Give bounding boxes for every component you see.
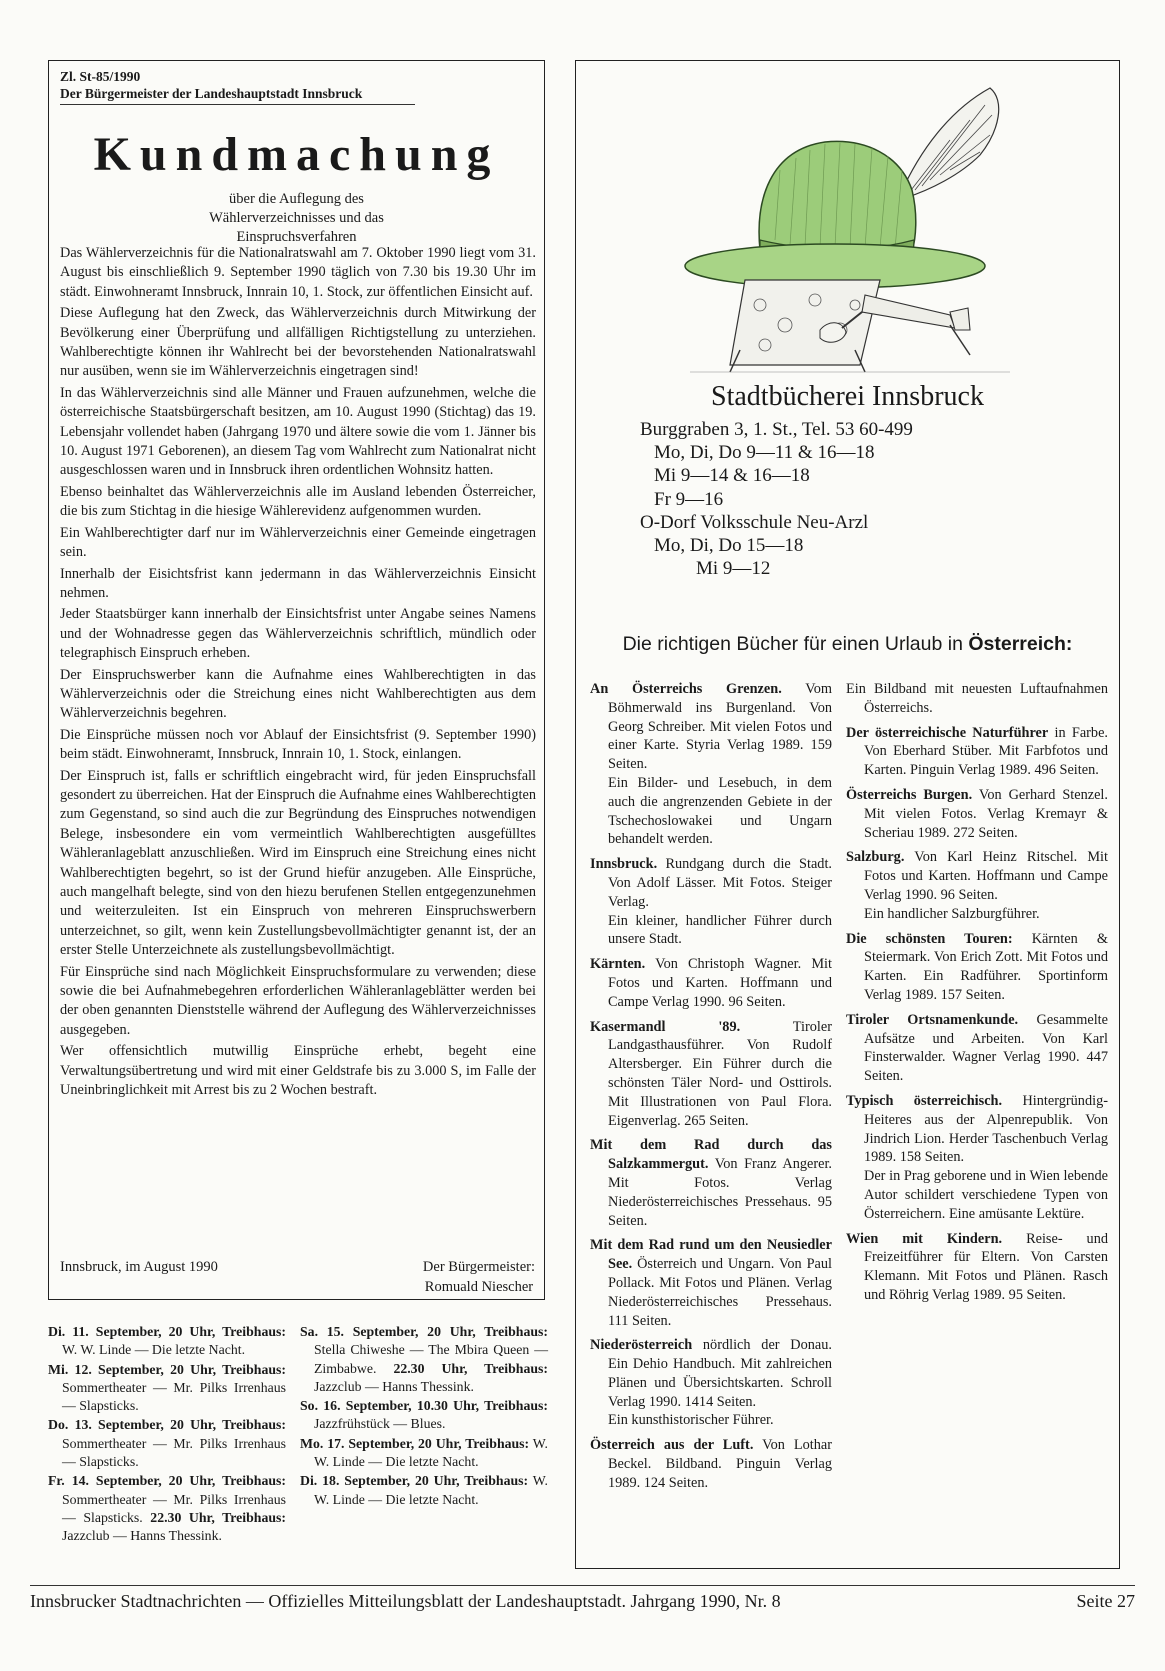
event-item: [48, 1472, 286, 1545]
book-description: Von Christoph Wagner. Mit Fotos und Karten. Hoffmann und Campe Verlag 1990. 96 Seiten.: [608, 956, 832, 1010]
notice-paragraph: Innerhalb der Eisichtsfrist kann jedermann in das Wählerverzeichnis Einsicht nehmen.: [60, 565, 536, 601]
book-title: Österreichs Burgen.: [846, 786, 973, 803]
book-title: Innsbruck.: [590, 856, 658, 873]
notice-ref-number: Zl. St-85/1990: [60, 69, 141, 84]
event-what: Jazzclub — Hanns Thessink.: [314, 1378, 474, 1394]
event-when: Do. 13. September, 20 Uhr, Treibhaus:: [48, 1417, 286, 1433]
book-title: Salzburg.: [846, 849, 905, 866]
event-item: [300, 1435, 548, 1472]
book-entry: [846, 680, 1108, 718]
book-entry: [590, 1136, 832, 1230]
books-heading-bold: Österreich:: [968, 633, 1073, 655]
book-note: Ein handlicher Salzburgführer.: [864, 905, 1040, 922]
notice-header: [60, 68, 362, 102]
books-heading: [575, 632, 1120, 656]
event-when: Sa. 15. September, 20 Uhr, Treibhaus:: [300, 1324, 548, 1339]
library-hours-line: Fr 9—16: [654, 488, 724, 510]
library-hours-line: Mo, Di, Do 9—11 & 16—18: [654, 442, 875, 464]
book-title: Kasermandl '89.: [590, 1018, 741, 1035]
books-column-right: [846, 680, 1108, 1311]
notice-paragraph: Jeder Staatsbürger kann innerhalb der Einsichtsfrist unter Angabe seines Namens und der Wohnadresse gegen das Wählerverzeichnis schriftlich, mündlich oder telegraphisch Einspruch erheben.: [60, 606, 536, 662]
notice-issuer: Der Bürgermeister der Landeshauptstadt Innsbruck: [60, 86, 363, 101]
signer-name: Romuald Niescher: [424, 1279, 534, 1295]
book-description: Von Franz Angerer. Mit Fotos. Verlag Niederösterreichisches Pressehaus. 95 Seiten.: [608, 1156, 832, 1229]
event-what: Jazzfrühstück — Blues.: [314, 1416, 446, 1432]
event-when: Di. 11. September, 20 Uhr, Treibhaus:: [48, 1324, 286, 1339]
book-title: Mit dem Rad durch das Salzkammergut.: [590, 1137, 832, 1173]
event-when: Mi. 12. September, 20 Uhr, Treibhaus:: [48, 1361, 286, 1377]
event-item: [48, 1416, 286, 1471]
book-description: Hintergründig-Heiteres aus der Alpenrepublik. Von Jindrich Lion. Herder Taschenbuch Verlag 1989. 158 Seiten.: [864, 1092, 1108, 1166]
books-column-left: [590, 680, 832, 1499]
event-when: Di. 18. September, 20 Uhr, Treibhaus:: [300, 1473, 529, 1489]
book-description: Tiroler Landgasthausführer. Von Rudolf Altersberger. Ein Führer durch die schönsten Täler Nord- und Osttirols. Mit Illustrationen von Paul Flora. Eigenverlag. 265 Seiten.: [608, 1018, 832, 1129]
notice-paragraph: Ebenso beinhaltet das Wählerverzeichnis alle im Ausland lebenden Österreicher, die bis zum Stichtag in die hiesige Wählerevidenz aufgenommen wurden.: [60, 483, 536, 520]
book-title: Mit dem Rad rund um den Neusiedler See.: [590, 1237, 832, 1273]
book-entry: [590, 680, 832, 849]
book-title: Tiroler Ortsnamenkunde.: [846, 1011, 1019, 1028]
feather-icon: [900, 88, 999, 198]
footer-rule: [30, 1585, 1135, 1586]
event-item: [48, 1361, 286, 1416]
library-hours: [640, 418, 913, 580]
event-what: Stella Chiweshe — The Mbira Queen — Zimbabwe.: [314, 1342, 548, 1376]
book-title: Typisch österreichisch.: [846, 1092, 1003, 1109]
book-description: Reise- und Freizeitführer für Eltern. Von Carsten Klemann. Mit Fotos und Plänen. Rasch und Röhrig Verlag 1989. 95 Seiten.: [864, 1230, 1108, 1303]
footer-publication: Innsbrucker Stadtnachrichten — Offizielles Mitteilungsblatt der Landeshauptstadt. Jahrgang 1990, Nr. 8: [30, 1591, 781, 1611]
book-description: Von Lothar Beckel. Bildband. Pinguin Verlag 1989. 124 Seiten.: [608, 1437, 832, 1491]
book-entry: [590, 855, 832, 949]
book-description: Gesammelte Aufsätze und Arbeiten. Von Karl Finsterwalder. Wagner Verlag 1990. 447 Seiten.: [864, 1011, 1108, 1085]
event-item: [300, 1397, 548, 1434]
event-when: 22.30 Uhr, Treibhaus:: [393, 1360, 549, 1376]
notice-paragraph: Diese Auflegung hat den Zweck, das Wählerverzeichnis durch Mitwirkung der Bevölkerung einer Überprüfung und allfälligen Richtigstellung zu unterziehen. Wahlberechtigte können ihr Wahlrecht bei der bevorstehenden Nationalratswahl nur ausüben, wenn sie im Wählerverzeichnis eingetragen sind!: [60, 305, 536, 380]
event-when: So. 16. September, 10.30 Uhr, Treibhaus:: [300, 1398, 548, 1414]
book-entry: [846, 1230, 1108, 1305]
notice-subtitle: [48, 190, 545, 247]
book-title: Wien mit Kindern.: [846, 1230, 1003, 1247]
book-entry: [590, 1236, 832, 1330]
book-entry: [590, 1436, 832, 1492]
book-entry: [846, 930, 1108, 1005]
event-what: Jazzclub — Hanns Thessink.: [62, 1528, 222, 1544]
event-what: Sommertheater — Mr. Pilks Irrenhaus — Slapsticks.: [62, 1491, 286, 1525]
notice-body: [60, 244, 536, 1102]
event-item: [48, 1323, 286, 1360]
book-note: Ein kleiner, handlicher Führer durch unsere Stadt.: [608, 912, 832, 948]
book-description: Kärnten & Steiermark. Von Erich Zott. Mit Fotos und Karten. Ein Radführer. Sportinform Verlag 1989. 157 Seiten.: [864, 930, 1108, 1003]
signer-title: Der Bürgermeister:: [422, 1259, 535, 1275]
notice-signature: [423, 1257, 535, 1297]
book-title: Der österreichische Naturführer: [846, 724, 1049, 741]
footer-page-number: Seite 27: [1076, 1591, 1135, 1611]
event-item: [300, 1472, 548, 1509]
library-hours-line: Mi 9—14 & 16—18: [654, 465, 810, 487]
book-description: in Farbe. Von Eberhard Stüber. Mit Farbfotos und Karten. Pinguin Verlag 1989. 496 Seiten.: [864, 724, 1109, 779]
event-when: Fr. 14. September, 20 Uhr, Treibhaus:: [48, 1473, 286, 1489]
book-title: Die schönsten Touren:: [846, 930, 1013, 947]
notice-title: Kundmachung: [93, 128, 500, 181]
book-entry: [590, 1018, 832, 1131]
book-entry: [590, 1336, 832, 1430]
book-title: Kärnten.: [590, 956, 646, 973]
events-column-right: [300, 1323, 548, 1510]
book-description: Ein Bildband mit neuesten Luftaufnahmen Österreichs.: [846, 681, 1108, 716]
notice-paragraph: Der Einspruch ist, falls er schriftlich eingebracht wird, für jeden Einspruchsfall gesondert zu überreichen. Hat der Einspruch die Aufnahme eines Wahlberechtigten zum Gegenstand, so sind auch die zur Begründung des Einspruches notwendigen Belege, insbesondere ein vom vermeintlich Wahlberechtigten ausgefülltes Wähleranlageblatt anzuschließen. Wird im Einspruch eine Streichung eines nicht Wahlberechtigten begehrt, so ist der Grund hiefür anzugeben. Alle Einsprüche, auch mangelhaft belegte, sind von den hiezu berufenen Stellen entgegenzunehmen und weiterzuleiten. Ist ein Einspruch von mehreren Einspruchswerbern unterzeichnet, so gilt, wenn kein Zustellungsbevollmächtigter genannt ist, der an erster Stelle Unterzeichnete als zustellungsbevollmächtigt.: [60, 767, 536, 959]
library-hours-line: Mi 9—12: [696, 558, 771, 580]
library-hours-line: Burggraben 3, 1. St., Tel. 53 60-499: [640, 419, 913, 440]
event-what: W. W. Linde — Die letzte Nacht.: [314, 1473, 549, 1507]
events-column-left: [48, 1323, 286, 1547]
book-title: An Österreichs Grenzen.: [590, 681, 782, 697]
hat-illustration: [650, 80, 1050, 375]
event-what: Sommertheater — Mr. Pilks Irrenhaus — Slapsticks.: [62, 1379, 286, 1414]
notice-paragraph: Die Einsprüche müssen noch vor Ablauf der Einsichtsfrist (9. September 1990) beim städt. Einwohneramt, Innsbruck, Innrain 10, 1. Stock, einlangen.: [60, 726, 536, 763]
event-what: W. W. Linde — Die letzte Nacht.: [62, 1342, 246, 1358]
book-description: Rundgang durch die Stadt. Von Adolf Lässer. Mit Fotos. Steiger Verlag.: [608, 856, 833, 910]
notice-paragraph: In das Wählerverzeichnis sind alle Männer und Frauen aufzunehmen, welche die österreichische Staatsbürgerschaft besitzen, am 10. August 1990 (Stichtag) das 19. Lebensjahr vollendet haben (Jahrgang 1970 und ältere sowie die vom 1. Jänner bis 10. August 1971 Geborenen), an diesem Tag vom Wahlrecht zum Nationalrat nicht ausgeschlossen waren und in Innsbruck ihren ordentlichen Wohnsitz hatten.: [60, 384, 536, 479]
notice-header-rule: [60, 104, 415, 105]
book-entry: [846, 786, 1108, 842]
event-when: 22.30 Uhr, Treibhaus:: [150, 1509, 287, 1525]
book-description: Von Karl Heinz Ritschel. Mit Fotos und Karten. Hoffmann und Campe Verlag 1990. 96 Seiten.: [864, 849, 1108, 903]
book-description: nördlich der Donau. Ein Dehio Handbuch. Mit zahlreichen Plänen und Übersichtskarten. Schroll Verlag 1990. 1414 Seiten.: [608, 1337, 832, 1410]
book-entry: [846, 1092, 1108, 1224]
book-entry: [846, 724, 1108, 780]
book-description: Vom Böhmerwald ins Burgenland. Von Georg Schreiber. Mit vielen Fotos und einer Karte. Styria Verlag 1989. 159 Seiten.: [608, 681, 832, 773]
book-note: Ein kunsthistorischer Führer.: [608, 1412, 774, 1429]
event-when: Mo. 17. September, 20 Uhr, Treibhaus:: [300, 1435, 530, 1451]
book-note: Ein Bilder- und Lesebuch, in dem auch die angrenzenden Gebiete in der Tschechoslowakei und Ungarn behandelt werden.: [608, 774, 832, 848]
notice-subtitle-text: über die Auflegung des Wählerverzeichnisses und das Einspruchsverfahren: [209, 191, 384, 245]
notice-paragraph: Ein Wahlberechtigter darf nur im Wählerverzeichnis einer Gemeinde eingetragen sein.: [60, 524, 536, 561]
event-what: W. W. Linde — Die letzte Nacht.: [314, 1435, 548, 1470]
book-description: Österreich und Ungarn. Von Paul Pollack. Mit Fotos und Plänen. Verlag Niederösterreichisches Pressehaus. 111 Seiten.: [608, 1256, 833, 1329]
book-entry: [846, 848, 1108, 923]
book-entry: [846, 1011, 1108, 1086]
event-item: [300, 1323, 548, 1396]
book-entry: [590, 955, 832, 1011]
notice-paragraph: Für Einsprüche sind nach Möglichkeit Einspruchsformulare zu verwenden; diese sowie die bei Aufnahmebegehren erforderlichen Wähleranlageblätter werden bei der oben genannten Dienststelle während der Auflegung des Wählerverzeichnisses ausgegeben.: [60, 963, 536, 1038]
library-name: Stadtbücherei Innsbruck: [711, 381, 984, 412]
book-description: Von Gerhard Stenzel. Mit vielen Fotos. Verlag Kremayr & Scheriau 1989. 272 Seiten.: [864, 786, 1108, 841]
notice-paragraph: Der Einspruchswerber kann die Aufnahme eines Wahlberechtigten in das Wählerverzeichnis oder die Streichung eines nicht Wahlberechtigten aus dem Wählerverzeichnis begehren.: [60, 666, 536, 722]
books-heading-prefix: Die richtigen Bücher für einen Urlaub in: [622, 633, 963, 655]
book-title: Niederösterreich: [590, 1337, 693, 1354]
book-note: Der in Prag geborene und in Wien lebende Autor schildert verschiedene Typen von Österreichern. Eine amüsante Lektüre.: [864, 1168, 1108, 1222]
book-title: Österreich aus der Luft.: [590, 1437, 754, 1454]
library-hours-line: Mo, Di, Do 15—18: [654, 535, 804, 557]
event-what: Sommertheater — Mr. Pilks Irrenhaus — Slapsticks.: [62, 1435, 286, 1470]
notice-paragraph: Wer offensichtlich mutwillig Einsprüche erhebt, begeht eine Verwaltungsübertretung und wird mit einer Geldstrafe bis zu 3.000 S, im Falle der Uneinbringlichkeit mit Arrest bis zu 2 Wochen bestraft.: [60, 1043, 536, 1099]
notice-paragraph: Das Wählerverzeichnis für die Nationalratswahl am 7. Oktober 1990 liegt vom 31. August bis einschließlich 9. September 1990 täglich von 7.30 bis 19.30 Uhr im städt. Einwohneramt Innsbruck, Innrain 10, 1. Stock, zur öffentlichen Einsicht auf.: [60, 245, 536, 300]
notice-place-date: Innsbruck, im August 1990: [60, 1259, 218, 1275]
library-hours-line: O-Dorf Volksschule Neu-Arzl: [640, 511, 869, 533]
